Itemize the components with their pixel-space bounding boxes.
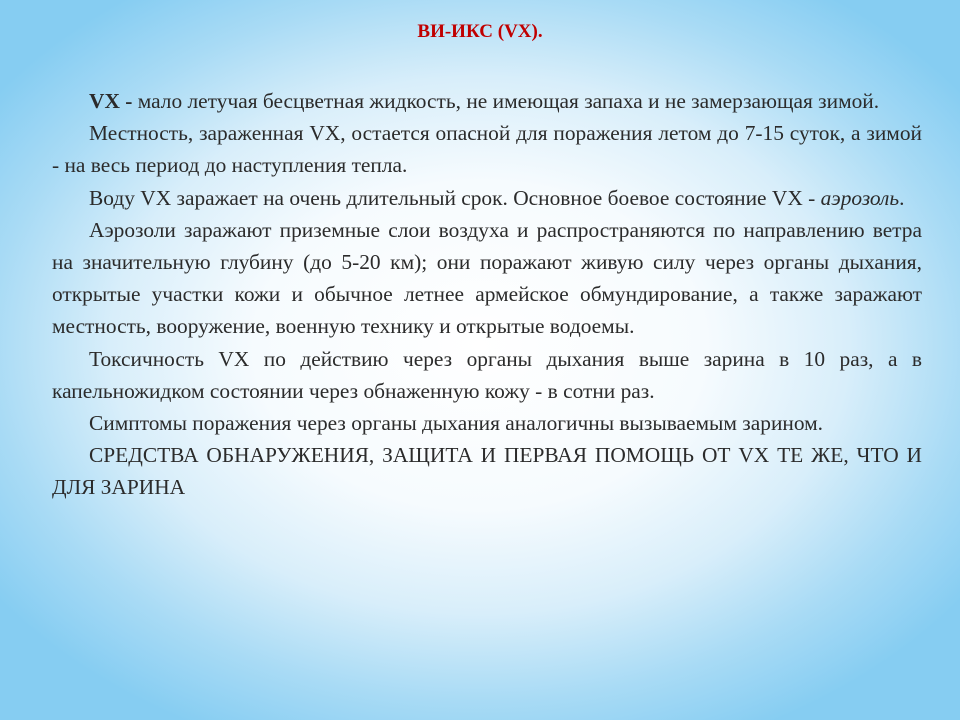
paragraph-text: Воду VX заражает на очень длительный срок. Основное боевое состояние VX -	[89, 185, 821, 210]
slide-title: ВИ-ИКС (VX).	[417, 21, 543, 42]
paragraph-text: Аэрозоли заражают приземные слои воздуха и распространяются по направлению ветра на значительную глубину (до 5-20 км); они поражают живую силу через органы дыхания, открытые участки кожи и обычное летнее армейское обмундирование, а также заражают местность, вооружение, военную технику и открытые водоемы.	[52, 217, 922, 339]
paragraph-symptoms	[52, 407, 922, 439]
paragraph-text: Токсичность VX по действию через органы дыхания выше зарина в 10 раз, а в капельножидком состоянии через обнаженную кожу - в сотни раз.	[52, 346, 922, 403]
paragraph-text: Симптомы поражения через органы дыхания аналогичны вызываемым зарином.	[89, 411, 824, 436]
paragraph-detection-and-protection	[52, 439, 922, 503]
paragraph-tail: .	[899, 185, 905, 210]
paragraph-text: мало летучая бесцветная жидкость, не имеющая запаха и не замерзающая зимой.	[132, 89, 880, 113]
paragraph-text: Местность, зараженная VX, остается опасной для поражения летом до 7-15 суток, а зимой - на весь период до наступления тепла.	[52, 121, 922, 178]
paragraph-aerosol-effects	[52, 214, 922, 343]
paragraph-toxicity	[52, 343, 922, 407]
paragraph-water-and-combat-state	[52, 182, 922, 214]
paragraph-vx-description	[52, 85, 922, 117]
slide-body	[52, 85, 922, 504]
paragraph-terrain-danger	[52, 117, 922, 181]
paragraph-text: СРЕДСТВА ОБНАРУЖЕНИЯ, ЗАЩИТА И ПЕРВАЯ ПОМОЩЬ ОТ VX ТЕ ЖЕ, ЧТО И ДЛЯ ЗАРИНА	[52, 443, 922, 500]
vx-lead-term: VX -	[89, 89, 133, 113]
aerosol-term: аэрозоль	[820, 185, 900, 210]
